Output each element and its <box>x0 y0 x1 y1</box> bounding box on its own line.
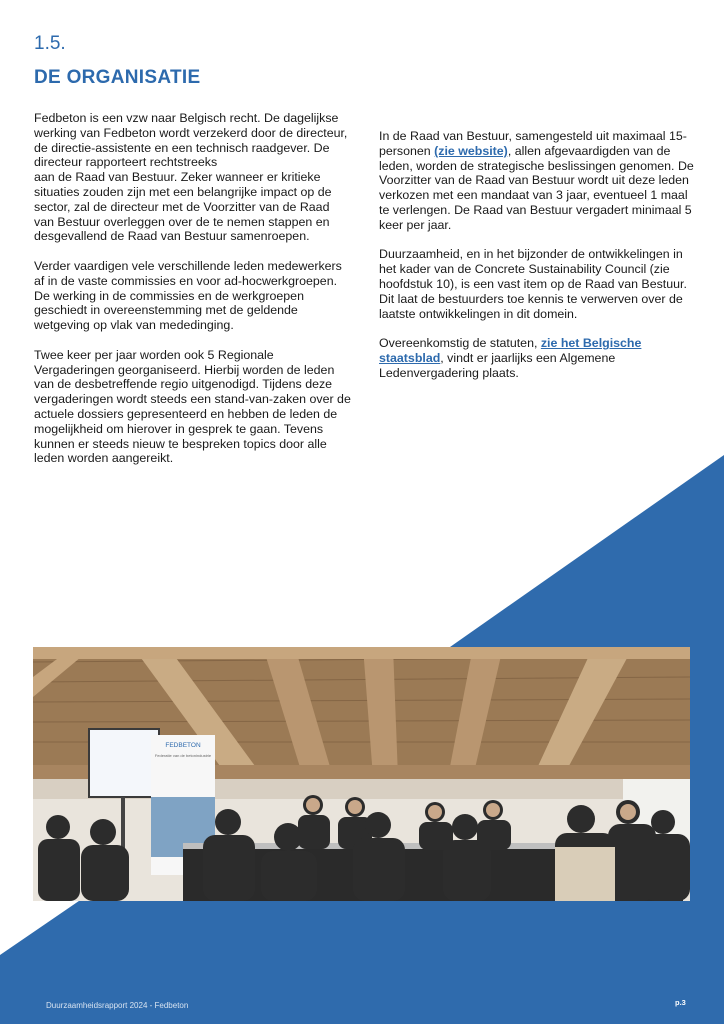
paragraph-board <box>379 129 699 233</box>
paragraph-board-text-end: , allen afgevaardigden van de leden, worden de strategische beslissingen genomen. De Voorzitter van de Raad van Bestuur wordt uit deze leden verkozen met een mandaat van 3 jaar, eventueel 1 maal te verlengen. De Raad van Bestuur vergadert minimaal 5 keer per jaar. <box>379 143 694 232</box>
page-number: p.3 <box>675 998 686 1007</box>
website-link[interactable]: (zie website) <box>434 143 508 158</box>
paragraph-sustainability: Duurzaamheid, en in het bijzonder de ontwikkelingen in het kader van de Concrete Sustainability Council (zie hoofdstuk 10), is een vast item op de Raad van Bestuur. Dit laat de bestuurders toe kennis te verwerven over de laatste ontwikkelingen in dit domein. <box>379 247 687 321</box>
paragraph-statutes-text-end: , vindt er jaarlijks een Algemene Ledenvergadering plaats. <box>379 350 616 380</box>
left-column <box>34 111 352 481</box>
paragraph-regional-meetings: Twee keer per jaar worden ook 5 Regionale Vergaderingen georganiseerd. Hierbij worden de leden van de desbetreffende regio uitgenodigd. Tijdens deze vergaderingen wordt steeds een stand-van-zaken over de actuele dossiers gepresenteerd en hebben de leden de mogelijkheid om hierover in gesprek te gaan. Tevens kunnen er steeds nieuw te bespreken topics door alle leden worden aangereikt. <box>34 347 351 466</box>
paragraph-management <box>34 111 352 244</box>
paragraph-commissions: Verder vaardigen vele verschillende leden medewerkers af in de vaste commissies en voor ad-hocwerkgroepen. De werking in de commissies en de werkgroepen geschiedt in overeenstemming met de geldende wetgeving op vlak van mededinging. <box>34 258 342 333</box>
paragraph-board-text-start: In de Raad van Bestuur, samengesteld uit maximaal 15-personen <box>379 129 687 158</box>
staatsblad-link[interactable]: zie het Belgische staatsblad <box>379 336 642 365</box>
paragraph-statutes <box>379 336 699 380</box>
footer-report-title: Duurzaamheidsrapport 2024 - Fedbeton <box>46 1001 189 1010</box>
banner-subtext: Federatie van de betonindustrie <box>154 753 212 758</box>
meeting-photo <box>33 647 690 901</box>
paragraph-statutes-text-start: Overeenkomstig de statuten, <box>379 336 541 351</box>
paragraph-management-part1: Fedbeton is een vzw naar Belgisch recht. De dagelijkse werking van Fedbeton wordt verzekerd door de directeur, de directie-assistente en een technisch raadgever. De directeur rapporteert rechtstreeks <box>34 111 348 170</box>
right-column <box>379 129 699 395</box>
section-number: 1.5. <box>34 33 66 54</box>
banner-logo-text: FEDBETON <box>165 742 201 749</box>
section-title: DE ORGANISATIE <box>34 67 201 88</box>
paragraph-management-part2: aan de Raad van Bestuur. Zeker wanneer er kritieke situaties zouden zijn met een belangrijke impact op de sector, zal de directeur met de Voorzitter van de Raad van Bestuur overleggen over de te nemen stappen en desgevallend de Raad van Bestuur samenroepen. <box>34 170 332 244</box>
